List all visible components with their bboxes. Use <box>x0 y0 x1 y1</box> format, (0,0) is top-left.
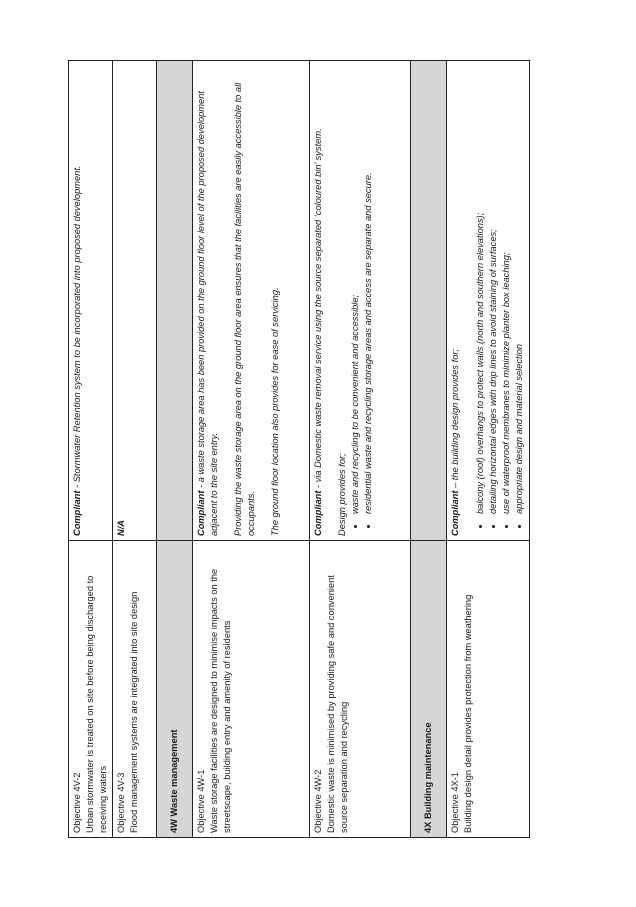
compliance-paragraph: The ground floor location also provides for ease of servicing. <box>269 287 280 536</box>
objective-cell <box>310 541 411 838</box>
compliance-cell <box>113 61 157 541</box>
objective-cell <box>447 541 529 838</box>
table-row <box>310 61 411 838</box>
table-row <box>69 61 113 838</box>
compliance-comment: - via Domestic waste removal service using the source separated ‘coloured bin’ system. <box>313 128 324 491</box>
list-item: • detailing horizontal edges with drip lines to avoid staining of surfaces; <box>487 65 500 516</box>
list-item: • waste and recycling to be convenient and accessible; <box>349 65 362 516</box>
bullet-list <box>474 65 525 536</box>
compliance-status: Compliant <box>450 490 461 536</box>
table-row <box>113 61 157 838</box>
compliance-table <box>68 60 530 838</box>
objective-cell <box>69 541 113 838</box>
compliance-comment: - a waste storage area has been provided on the ground floor level of the proposed development adjacent to the site entry. <box>196 91 220 536</box>
section-spacer <box>411 61 447 541</box>
section-header-row <box>411 61 447 838</box>
compliance-intro: Design provides for; <box>337 453 348 536</box>
objective-id: Objective 4W-1 <box>196 769 207 833</box>
section-title: 4X Building maintenance <box>411 541 447 838</box>
list-item: • balcony (roof) overhangs to protect walls (north and southern elevations); <box>474 65 487 516</box>
table-row <box>193 61 310 838</box>
objective-description: Waste storage facilities are designed to minimise impacts on the streetscape, building entry and amenity of residents <box>209 568 233 833</box>
objective-cell <box>113 541 157 838</box>
compliance-status: N/A <box>116 519 127 536</box>
compliance-paragraph: Providing the waste storage area on the ground floor area ensures that the facilities are easily accessible to all occupants. <box>233 82 256 536</box>
list-item: • appropriate design and material selection <box>513 65 526 516</box>
compliance-cell <box>69 61 113 541</box>
objective-description: Flood management systems are integrated into site design <box>129 591 140 833</box>
objective-id: Objective 4V-2 <box>72 772 82 833</box>
bullet-list <box>349 65 375 536</box>
compliance-cell <box>447 61 529 541</box>
compliance-comment: – the building design provides for; <box>450 348 461 491</box>
compliance-status: Compliant <box>72 490 82 536</box>
list-item: • residential waste and recycling storage areas and access are separate and secure. <box>362 65 375 516</box>
objective-id: Objective 4X-1 <box>450 772 461 833</box>
compliance-status: Compliant <box>196 490 207 536</box>
section-header-row <box>157 61 193 838</box>
objective-description: Domestic waste is minimised by providing safe and convenient source separation and recycling <box>326 575 350 833</box>
objective-description: Building design detail provides protection from weathering <box>463 594 474 833</box>
section-spacer <box>157 61 193 541</box>
list-item: • use of waterproof membranes to minimize planter box leaching; <box>500 65 513 516</box>
objective-id: Objective 4W-2 <box>313 769 324 833</box>
compliance-cell <box>193 61 310 541</box>
compliance-cell <box>310 61 411 541</box>
table-row <box>447 61 529 838</box>
compliance-status: Compliant <box>313 490 324 536</box>
rotated-page <box>68 61 524 838</box>
compliance-comment: - Stormwater Retention system to be incorporated into proposed development. <box>72 165 82 491</box>
section-title: 4W Waste management <box>157 541 193 838</box>
objective-description: Urban stormwater is treated on site before being discharged to receiving waters <box>84 575 108 833</box>
objective-cell <box>193 541 310 838</box>
objective-id: Objective 4V-3 <box>116 772 127 833</box>
